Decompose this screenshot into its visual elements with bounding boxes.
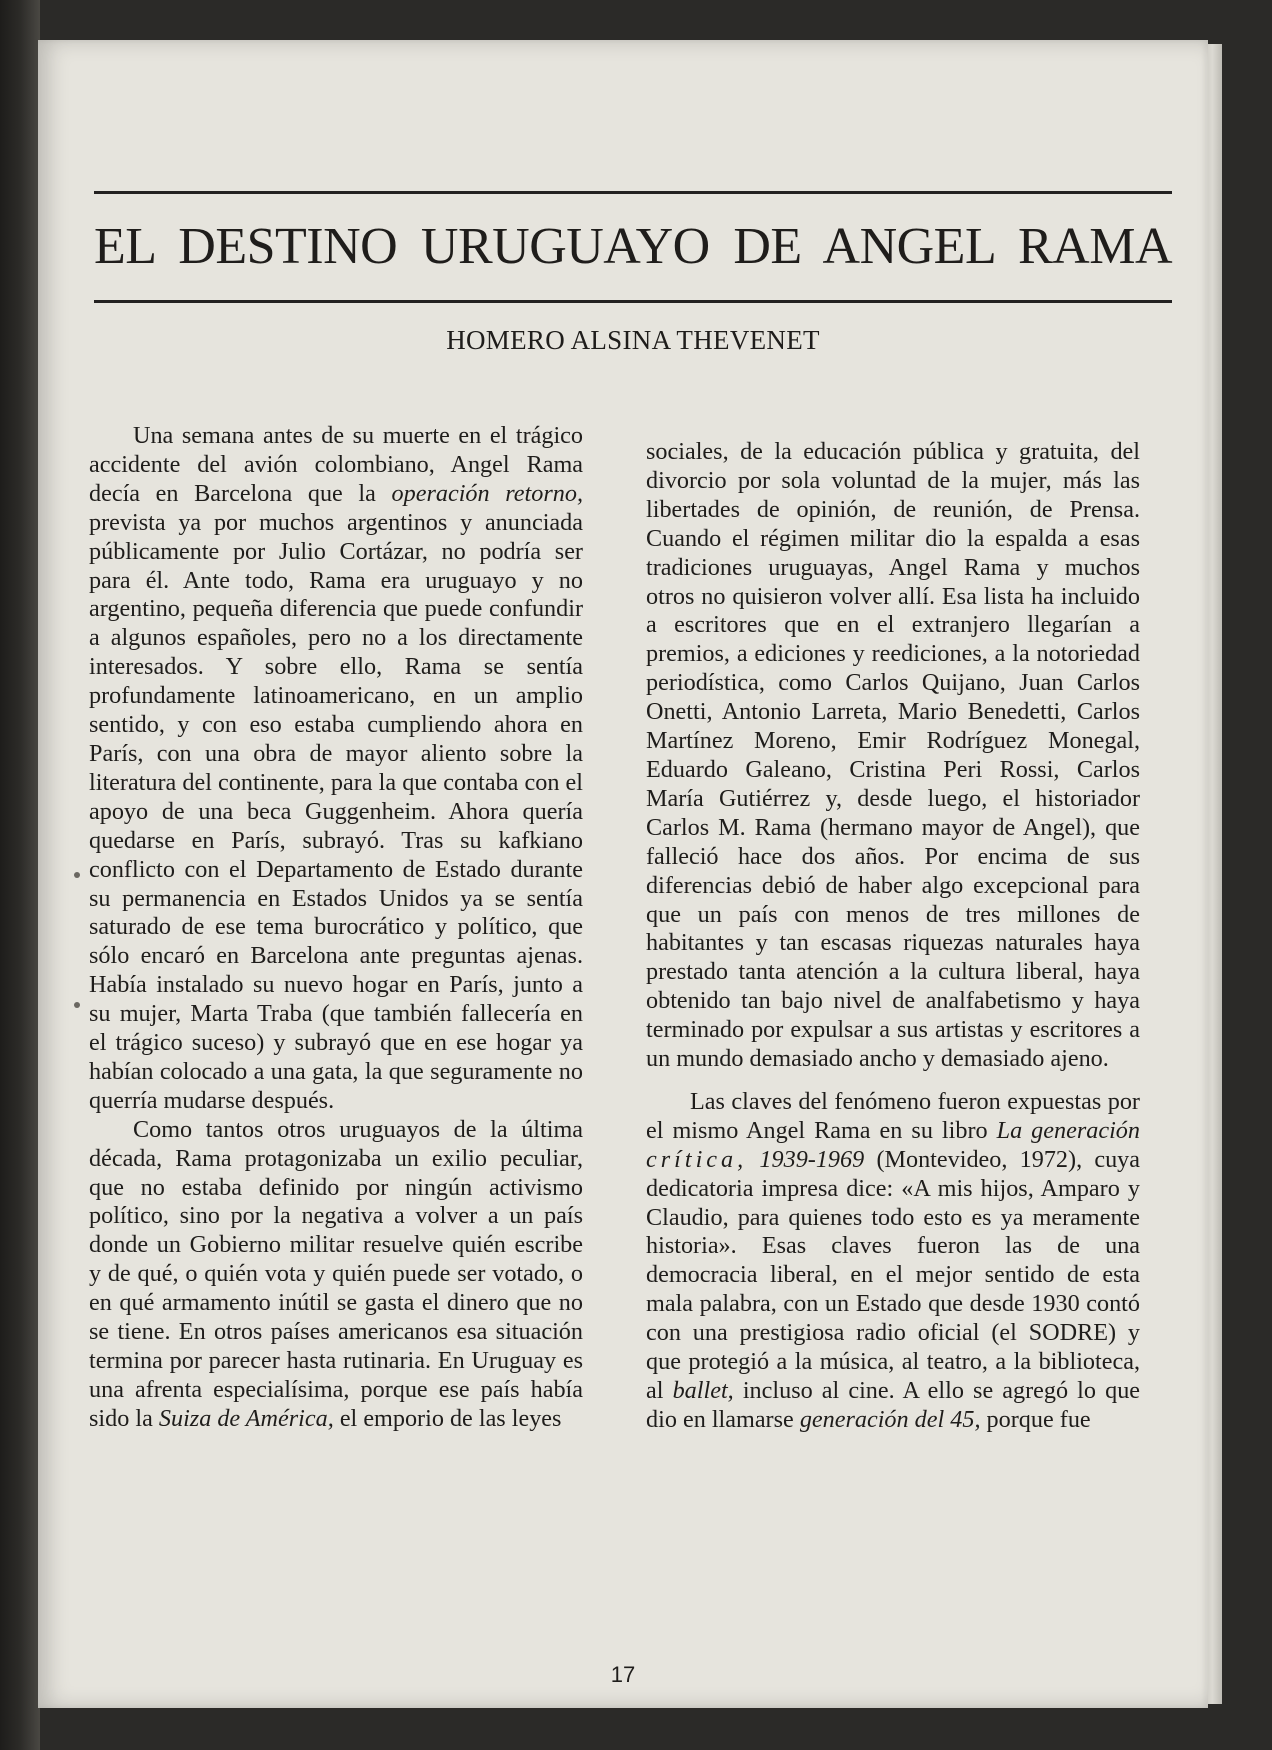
margin-mark	[74, 872, 80, 878]
paragraph: Como tantos otros uruguayos de la última década, Rama protagonizaba un exilio peculiar, que no estaba definido por ningún activismo político, sino por la negativa a volver a un país donde un Gobierno militar resuelve quién escribe y de qué, o quién vota y quién puede ser votado, o en qué armamento inútil se gasta el dinero que no se tiene. En otros países americanos esa situación termina por parecer hasta rutinaria. En Uruguay es una afrenta especialísima, porque ese país había sido la Suiza de América, el emporio de las leyes	[89, 1115, 583, 1432]
page-number: 17	[610, 1662, 636, 1687]
magazine-page	[38, 40, 1208, 1708]
italic-term: operación retorno,	[391, 479, 583, 507]
paragraph: Una semana antes de su muerte en el trágico accidente del avión colombiano, Angel Rama decía en Barcelona que la operación retorno, prevista ya por muchos argentinos y anunciada públicamente por Julio Cortázar, no podría ser para él. Ante todo, Rama era uruguayo y no argentino, pequeña diferencia que puede confundir a algunos españoles, pero no a los directamente interesados. Y sobre ello, Rama se sentía profundamente latinoamericano, en un amplio sentido, y con eso estaba cumpliendo ahora en París, con una obra de mayor aliento sobre la literatura del continente, para la que contaba con el apoyo de una beca Guggenheim. Ahora quería quedarse en París, subrayó. Tras su kafkiano conflicto con el Departamento de Estado durante su permanencia en Estados Unidos ya se sentía saturado de ese tema burocrático y político, que sólo encaró en Barcelona ante preguntas ajenas. Había instalado su nuevo hogar en París, junto a su mujer, Marta Traba (que también fallecería en el trágico suceso) y subrayó que en ese hogar ya habían colocado a una gata, la que seguramente no querría mudarse después.	[89, 422, 583, 1114]
italic-term: generación del 45,	[799, 1405, 981, 1433]
title-rule-bottom	[94, 300, 1172, 303]
article-author: HOMERO ALSINA THEVENET	[446, 325, 820, 355]
book-years: 1939-1969	[759, 1145, 865, 1173]
paragraph: Las claves del fenómeno fueron expuestas por el mismo Angel Rama en su libro La generación crítica, 1939-1969 (Montevideo, 1972), cuya dedicatoria impresa dice: «A mis hijos, Amparo y Claudio, para quienes todo esto es ya meramente historia». Esas claves fueron las de una democracia liberal, en el mejor sentido de esta mala palabra, con un Estado que desde 1930 contó con una prestigiosa radio oficial (el SODRE) y que protegió a la música, al teatro, a la biblioteca, al ballet, incluso al cine. A ello se agregó lo que dio en llamarse generación del 45, porque fue	[646, 1087, 1141, 1433]
italic-term: Suiza de América,	[158, 1404, 334, 1432]
article-title: EL DESTINO URUGUAYO DE ANGEL RAMA	[94, 218, 1172, 275]
margin-mark	[74, 1002, 80, 1008]
page-edge	[1206, 44, 1222, 1704]
italic-term: ballet,	[672, 1377, 734, 1404]
left-column	[89, 422, 583, 1434]
book-title-spaced: crítica,	[646, 1145, 748, 1173]
book-title: La generación	[996, 1116, 1140, 1144]
paragraph: sociales, de la educación pública y gratuita, del divorcio por sola voluntad de la mujer, más las libertades de opinión, de reunión, de Prensa. Cuando el régimen militar dio la espalda a esas tradiciones uruguayas, Angel Rama y muchos otros no quisieron volver allí. Esa lista ha incluido a escritores que en el extranjero llegarían a premios, a ediciones y reediciones, a la notoriedad periodística, como Carlos Quijano, Juan Carlos Onetti, Antonio Larreta, Mario Benedetti, Carlos Martínez Moreno, Emir Rodríguez Monegal, Eduardo Galeano, Cristina Peri Rossi, Carlos María Gutiérrez y, desde luego, el historiador Carlos M. Rama (hermano mayor de Angel), que falleció hace dos años. Por encima de sus diferencias debió de haber algo excepcional para que un país con menos de tres millones de habitantes y tan escasas riquezas naturales haya prestado tanta atención a la cultura liberal, haya obtenido tan bajo nivel de analfabetismo y haya terminado por expulsar a sus artistas y escritores a un mundo demasiado ancho y demasiado ajeno.	[646, 438, 1140, 1073]
book-spine	[0, 0, 40, 1750]
title-rule-top	[94, 191, 1172, 194]
right-column	[646, 438, 1140, 1435]
